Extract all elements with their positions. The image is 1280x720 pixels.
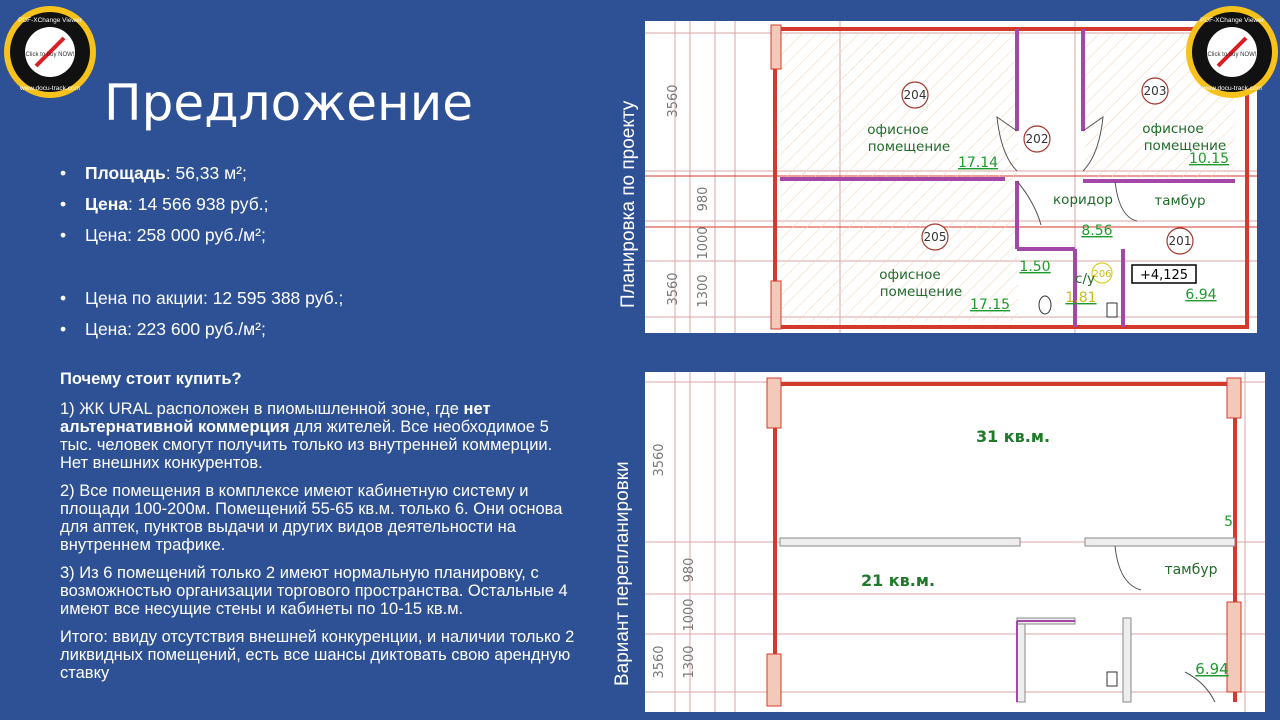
vestibule-area: 6.94 bbox=[1195, 660, 1229, 678]
room-203-area: 10.15 bbox=[1188, 151, 1230, 167]
svg-text:офисное: офисное bbox=[1142, 121, 1204, 137]
room-204-area: 17.14 bbox=[957, 155, 999, 171]
corridor-label: коридор bbox=[1053, 192, 1113, 208]
svg-text:офисное: офисное bbox=[879, 267, 941, 283]
svg-text:5: 5 bbox=[1224, 514, 1233, 530]
svg-text:помещение: помещение bbox=[879, 284, 963, 300]
summary: Итого: ввиду отсутствия внешней конкуренции, и наличии только 2 ликвидных помещений, есть все шансы диктовать свою арендную ставку bbox=[60, 628, 575, 682]
svg-text:www.docu-track.com: www.docu-track.com bbox=[20, 85, 80, 92]
replanning-label: Вариант перепланировки bbox=[612, 461, 633, 686]
svg-text:помещение: помещение bbox=[1143, 138, 1227, 154]
room-205-num: 205 bbox=[923, 230, 947, 244]
vestibule-label: тамбур bbox=[1164, 562, 1218, 578]
watermark-badge-left[interactable] bbox=[2, 4, 98, 100]
room-204-num: 204 bbox=[903, 88, 927, 102]
reason-3: 3) Из 6 помещений только 2 имеют нормальную планировку, с возможностью организации торгового пространства. Остальные 4 имеют все несущие стены и кабинеты по 10-15 кв.м. bbox=[60, 564, 568, 618]
svg-text:тамбур: тамбур bbox=[1154, 193, 1206, 209]
room-203-num: 203 bbox=[1143, 84, 1167, 98]
room-206-area: 1.81 bbox=[1065, 290, 1097, 306]
level-mark: +4,125 bbox=[1139, 268, 1189, 283]
price-per-m2-item: • Цена: 258 000 руб./м²; bbox=[60, 220, 580, 251]
price-item bbox=[60, 189, 580, 220]
svg-text:980: 980 bbox=[696, 186, 711, 212]
page-title: Предложение bbox=[104, 74, 473, 132]
svg-text:www.docu-track.com: www.docu-track.com bbox=[1202, 85, 1262, 92]
room-206-num: 206 bbox=[1092, 269, 1112, 280]
svg-text:1300: 1300 bbox=[696, 274, 711, 308]
big-room-area: 31 кв.м. bbox=[975, 427, 1051, 446]
small-area: 1.50 bbox=[1019, 259, 1051, 275]
floor-plan-original bbox=[645, 21, 1257, 333]
project-layout-label: Планировка по проекту bbox=[618, 100, 639, 308]
why-buy-heading: Почему стоит купить? bbox=[60, 370, 242, 388]
why-buy-section bbox=[60, 370, 580, 692]
svg-text:с/у: с/у bbox=[1075, 271, 1095, 287]
svg-text:офисное: офисное bbox=[867, 122, 929, 138]
room-201-area: 6.94 bbox=[1185, 287, 1217, 303]
small-room-area: 21 кв.м. bbox=[860, 571, 936, 590]
price-list bbox=[60, 158, 580, 345]
price-value: : 14 566 938 руб.; bbox=[128, 194, 269, 214]
room-202-num: 202 bbox=[1025, 132, 1049, 146]
svg-text:1000: 1000 bbox=[696, 226, 711, 260]
svg-text:3560: 3560 bbox=[652, 645, 667, 679]
svg-text:1000: 1000 bbox=[682, 598, 697, 632]
svg-text:3560: 3560 bbox=[666, 272, 681, 306]
price-label: Цена bbox=[85, 194, 129, 214]
reason-1: 1) ЖК URAL расположен в пиомышленной зоне, где нет альтернативной коммерция для жителей. Все необходимое 5 тыс. человек смогут получить только из внутренней коммерции. Нет внешних конкурентов. bbox=[60, 400, 553, 472]
svg-text:3560: 3560 bbox=[666, 84, 681, 118]
room-205-area: 17.15 bbox=[969, 297, 1011, 313]
area-value: : 56,33 м²; bbox=[165, 163, 247, 183]
svg-text:Click to buy NOW!: Click to buy NOW! bbox=[1207, 52, 1257, 58]
reason-2: 2) Все помещения в комплексе имеют кабинетную систему и площади 100-200м. Помещений 55-65 кв.м. только 6. Они основа для аптек, пунктов выдачи и других видов деятельности на внутреннем трафике. bbox=[60, 482, 563, 554]
floor-plan-replanning bbox=[645, 372, 1265, 712]
svg-text:1300: 1300 bbox=[682, 645, 697, 679]
svg-text:PDF-XChange Viewer: PDF-XChange Viewer bbox=[1200, 17, 1264, 24]
svg-text:3560: 3560 bbox=[652, 443, 667, 477]
area-label: Площадь bbox=[85, 163, 166, 183]
promo-per-m2-item: • Цена: 223 600 руб./м²; bbox=[60, 314, 580, 345]
svg-text:PDF-XChange Viewer: PDF-XChange Viewer bbox=[18, 17, 82, 24]
svg-text:Click to buy NOW!: Click to buy NOW! bbox=[25, 52, 75, 58]
area-item bbox=[60, 158, 580, 189]
promo-price-item: • Цена по акции: 12 595 388 руб.; bbox=[60, 283, 580, 314]
corridor-area: 8.56 bbox=[1081, 223, 1113, 239]
watermark-badge-right[interactable] bbox=[1184, 4, 1280, 100]
svg-text:помещение: помещение bbox=[867, 139, 951, 155]
svg-text:980: 980 bbox=[682, 557, 697, 583]
room-201-num: 201 bbox=[1168, 234, 1192, 248]
